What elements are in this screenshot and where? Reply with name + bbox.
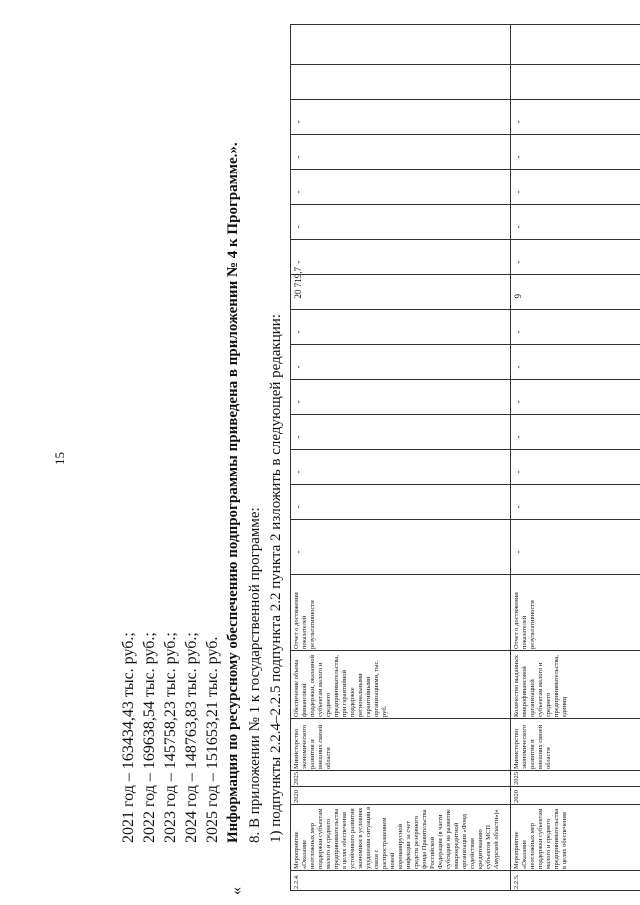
table-rule xyxy=(290,204,640,205)
table-rule xyxy=(290,484,640,485)
table-rule xyxy=(290,414,640,415)
row-executor: Министерство экономического развития и внешних связей области xyxy=(293,724,332,769)
text-resource-info: Информация по ресурсному обеспечению подпрограммы приведена в приложении № 4 к Программе.». xyxy=(225,142,241,843)
text-subsection: 1) подпункты 2.2.4–2.2.5 подпункта 2.2 пункта 2 изложить в следующей редакции: xyxy=(268,314,284,843)
table-rule xyxy=(290,64,640,65)
open-quote: « xyxy=(228,887,245,895)
row-value: - xyxy=(293,435,303,439)
page-number: 15 xyxy=(52,452,67,465)
row-value: - xyxy=(513,260,523,264)
row-report: Отчет о достижении показателей результативности xyxy=(293,592,316,649)
row-end-year: 2025 xyxy=(513,772,520,785)
row-value: - xyxy=(293,190,303,194)
table-rule xyxy=(290,99,640,100)
row-end-year: 2025 xyxy=(293,772,300,785)
row-value: - xyxy=(513,365,523,369)
table-rule xyxy=(290,274,640,275)
row-value: - xyxy=(513,120,523,124)
table-rule xyxy=(290,770,640,771)
table-rule xyxy=(290,379,640,380)
row-start-year: 2020 xyxy=(513,790,520,803)
table-rule xyxy=(510,25,511,891)
table-rule xyxy=(290,239,640,240)
row-value: - xyxy=(513,190,523,194)
row-report: Отчет о достижении показателей результативности xyxy=(513,592,536,649)
text-line-2024: 2024 год – 148763,83 тыс. руб.; xyxy=(183,632,200,843)
row-indicator: Обеспечение объема финансовой поддержки, оказанной субъектам малого и среднего предпринимательства, при гарантийной поддержке региональными гарантийными организациями, тыс. руб. xyxy=(293,654,388,717)
table-rule xyxy=(290,24,640,25)
row-measure-name: Мероприятие «Оказание неотложных мер поддержки субъектам малого и среднего предпринимательства в целях обеспечения xyxy=(513,808,568,869)
row-value: - xyxy=(293,330,303,334)
table-rule xyxy=(290,574,640,575)
row-value: - xyxy=(513,225,523,229)
table-rule xyxy=(290,890,640,891)
row-value: - xyxy=(513,330,523,334)
row-value: - xyxy=(293,470,303,474)
table-rule xyxy=(290,25,291,891)
text-section-8: 8. В приложении № 1 к государственной программе: xyxy=(247,507,263,843)
table-rule xyxy=(290,344,640,345)
table-rule xyxy=(290,786,640,787)
table-rule xyxy=(290,870,640,871)
text-line-2025: 2025 год – 151653,21 тыс. руб. xyxy=(204,636,221,843)
table-rule xyxy=(290,650,640,651)
table-rule xyxy=(290,718,640,719)
table-rule xyxy=(290,449,640,450)
row-value: - xyxy=(293,260,303,264)
row-number: 2.2.4. xyxy=(293,874,300,889)
row-value: - xyxy=(293,550,303,554)
row-measure-name: Мероприятие «Оказание неотложных мер поддержки субъектам малого и среднего предпринимательства в целях обеспечения устойчивого развития экономики в условиях ухудшения ситуации в связи с распространением новой коронавирусной инфекции за счет средств резервного фонда Правительства Российской Федерации (в части субсидии на развитие микрокредитной организации «Фонд содействия кредитованию субъектов МСП Амурской области»)» xyxy=(293,806,500,869)
text-line-2023: 2023 год – 145758,23 тыс. руб.; xyxy=(162,632,179,843)
row-value: - xyxy=(513,155,523,159)
row-value: - xyxy=(293,400,303,404)
row-indicator: Количество выданных микрофинансовой организацией субъектам малого и среднего предпринимательства, единиц xyxy=(513,654,568,717)
row-value: - xyxy=(293,155,303,159)
table-rule xyxy=(290,309,640,310)
table-rule xyxy=(290,134,640,135)
row-value: - xyxy=(513,505,523,509)
row-value: 9 xyxy=(513,294,523,299)
row-start-year: 2020 xyxy=(293,790,300,803)
row-value: - xyxy=(293,120,303,124)
table-rule xyxy=(290,519,640,520)
row-value: 20 719,7 xyxy=(293,267,303,299)
table-rule xyxy=(290,804,640,805)
row-value: - xyxy=(293,365,303,369)
row-value: - xyxy=(513,400,523,404)
row-value: - xyxy=(293,505,303,509)
table-rule xyxy=(290,169,640,170)
text-line-2022: 2022 год – 169638,54 тыс. руб.; xyxy=(141,632,158,843)
row-number: 2.2.5. xyxy=(513,874,520,889)
row-value: - xyxy=(293,225,303,229)
row-value: - xyxy=(513,550,523,554)
row-executor: Министерство экономического развития и внешних связей области xyxy=(513,724,552,769)
row-value: - xyxy=(513,435,523,439)
row-value: - xyxy=(513,470,523,474)
text-line-2021: 2021 год – 163434,43 тыс. руб.; xyxy=(120,632,137,843)
